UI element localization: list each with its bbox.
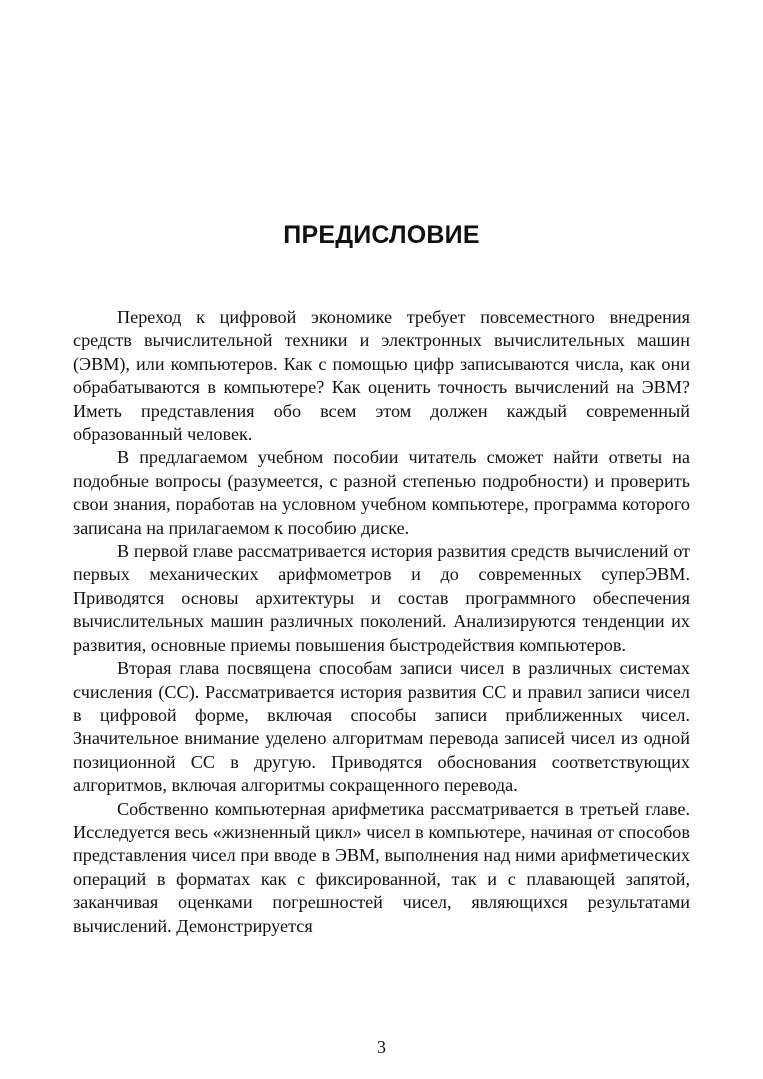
paragraph-5: Собственно компьютерная арифметика рассматривается в третьей главе. Исследуется весь «жизненный цикл» чисел в компьютере, начиная от способов представления чисел при вводе в ЭВМ, выполнения над ними арифметических операций в форматах как с фиксированной, так и с плавающей запятой, заканчивая оценками погрешностей чисел, являющихся результатами вычислений. Демонстрируется	[73, 798, 690, 936]
paragraph-4: Вторая глава посвящена способам записи чисел в различных системах счисления (СС). Рассматривается история развития СС и правил записи чисел в цифровой форме, включая способы записи приближенных чисел. Значительное внимание уделено алгоритмам перевода записей чисел из одной позиционной СС в другую. Приводятся обоснования соответствующих алгоритмов, включая алгоритмы сокращенного перевода.	[73, 658, 690, 796]
page-number: 3	[377, 1037, 386, 1057]
page-title: ПРЕДИСЛОВИЕ	[283, 221, 480, 249]
preface-body	[73, 306, 690, 938]
paragraph-3: В первой главе рассматривается история развития средств вычислений от первых механических арифмометров и до современных суперЭВМ. Приводятся основы архитектуры и состав программного обеспечения вычислительных машин различных поколений. Анализируются тенденции их развития, основные приемы повышения быстродействия компьютеров.	[73, 541, 690, 655]
paragraph-1: Переход к цифровой экономике требует повсеместного внедрения средств вычислительной техники и электронных вычислительных машин (ЭВМ), или компьютеров. Как с помощью цифр записываются числа, как они обрабатываются в компьютере? Как оценить точность вычислений на ЭВМ? Иметь представления обо всем этом должен каждый современный образованный человек.	[73, 307, 690, 445]
paragraph-2: В предлагаемом учебном пособии читатель сможет найти ответы на подобные вопросы (разумеется, с разной степенью подробности) и проверить свои знания, поработав на условном учебном компьютере, программа которого записана на прилагаемом к пособию диске.	[73, 447, 690, 538]
